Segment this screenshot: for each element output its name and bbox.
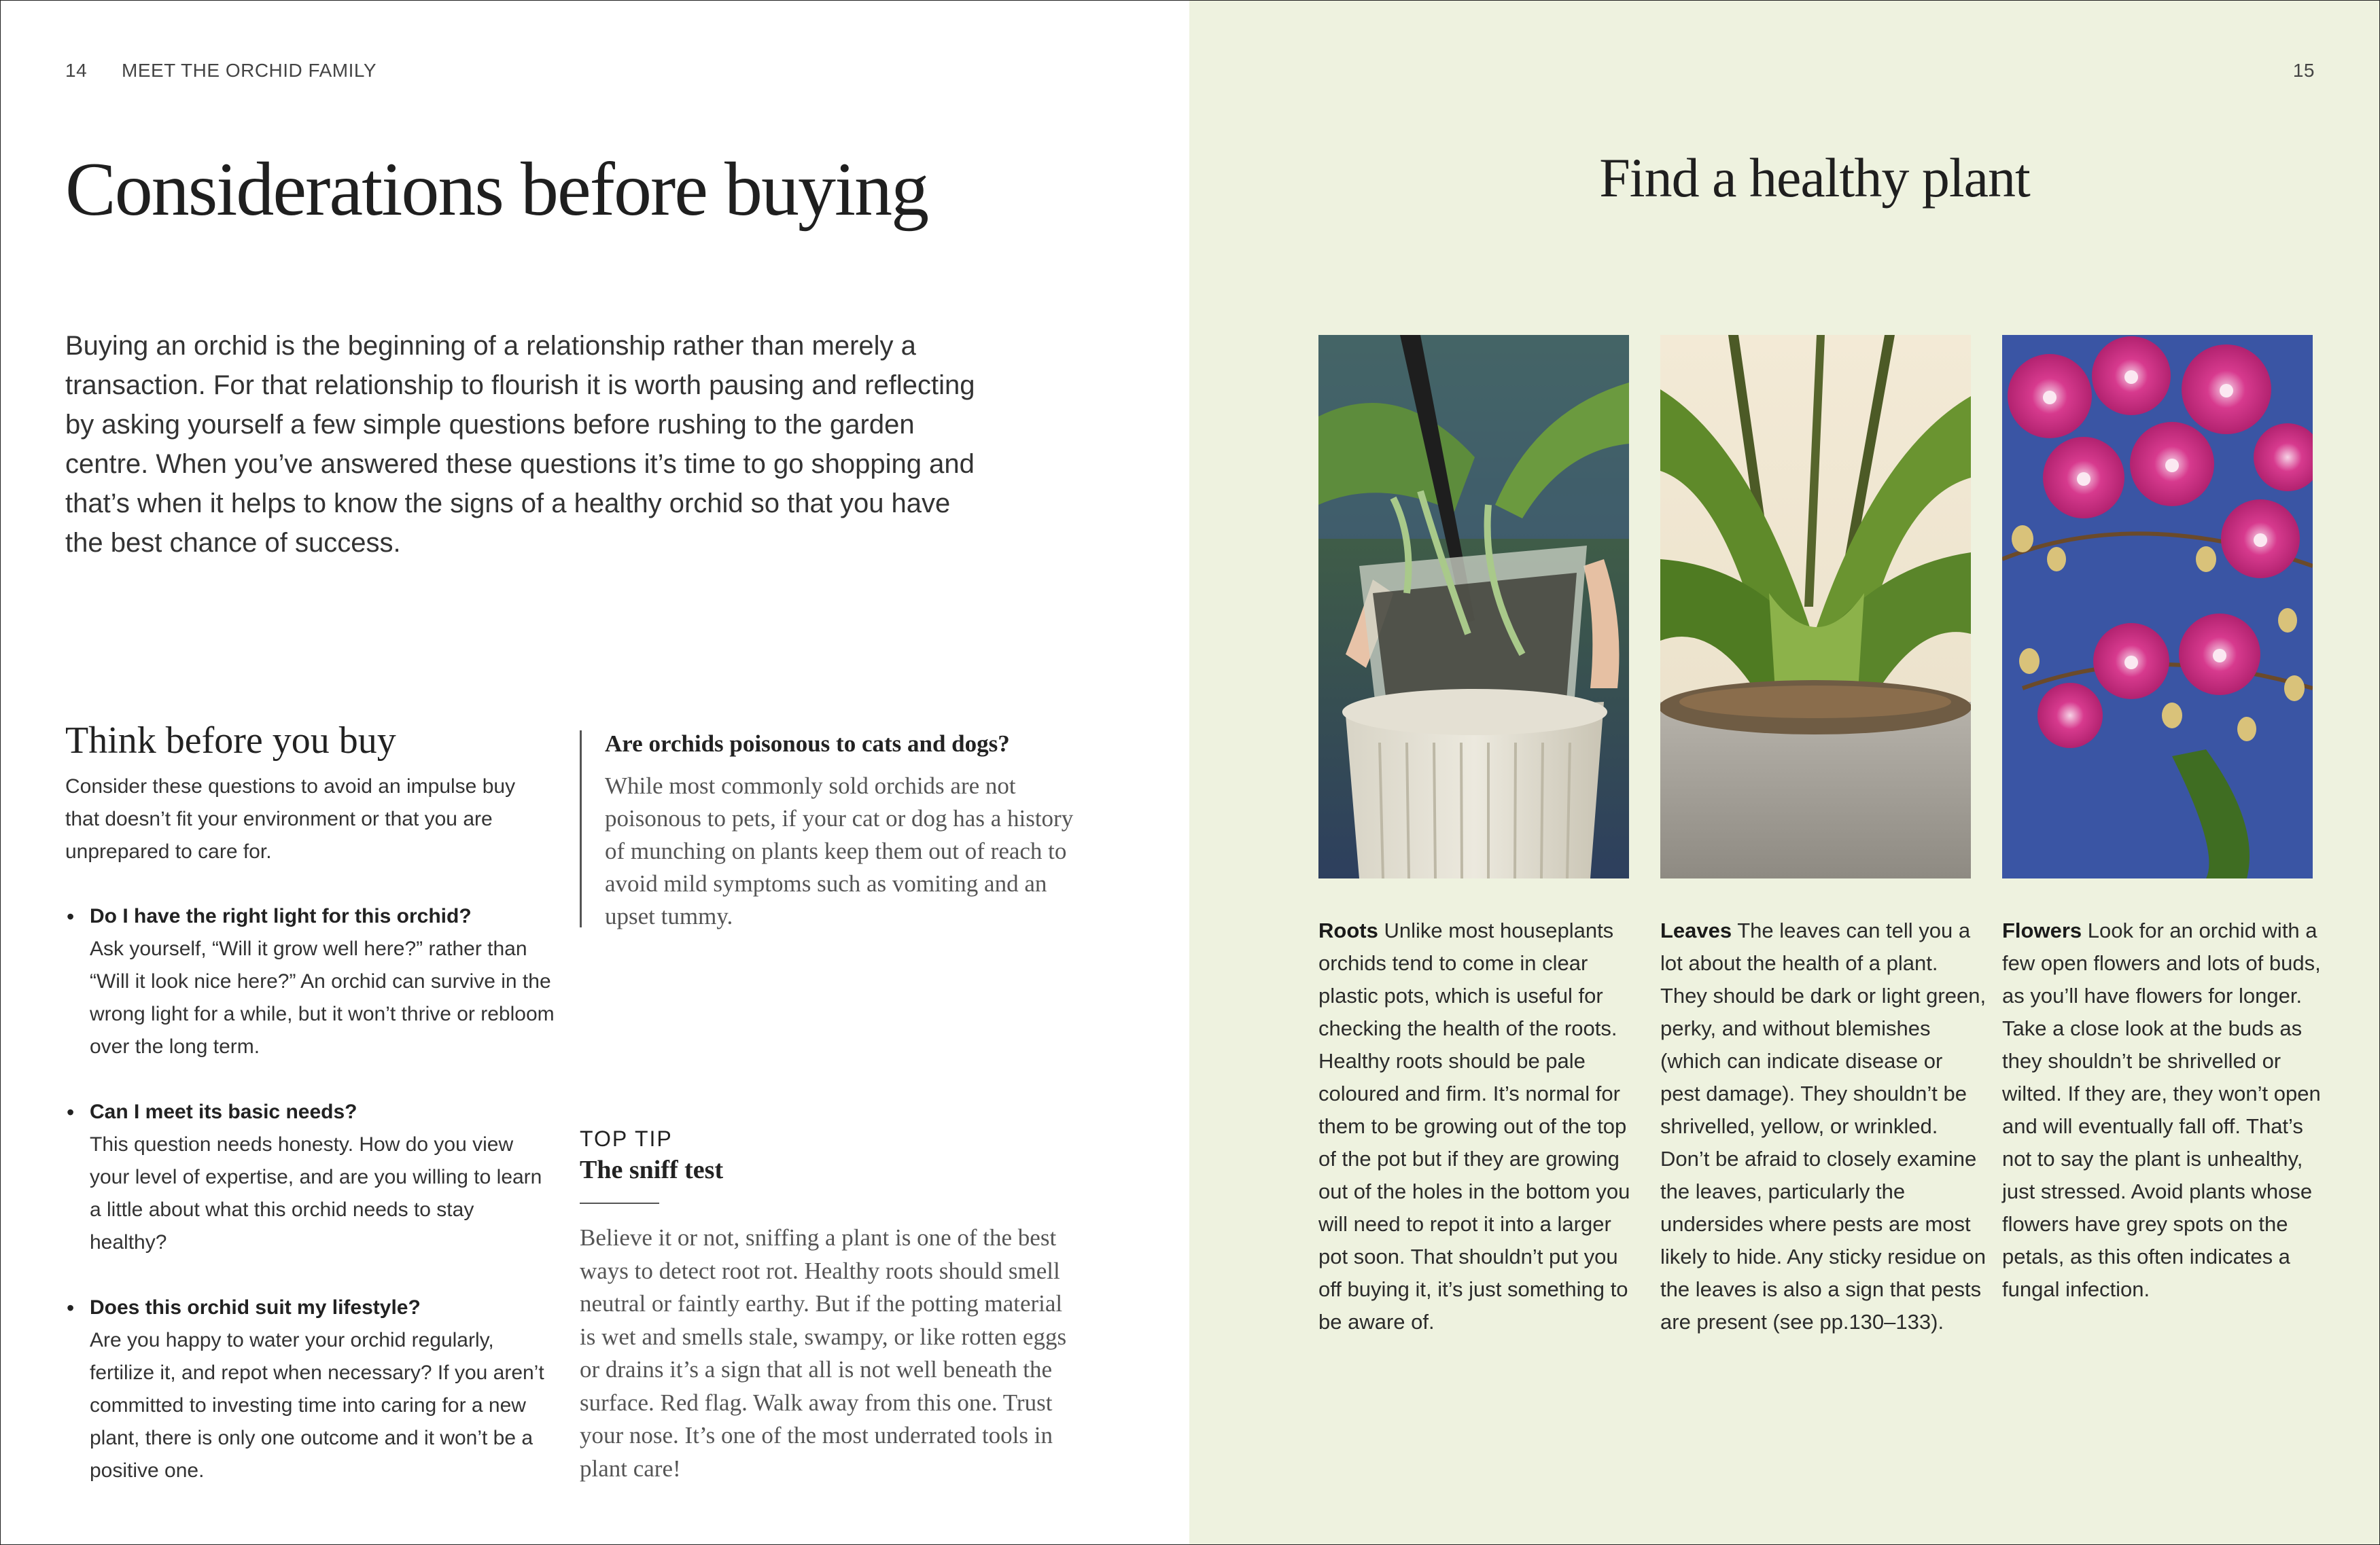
section-heading: Think before you buy: [65, 720, 396, 762]
right-page-title: Find a healthy plant: [1599, 147, 2030, 209]
roots-caption: [1318, 914, 1645, 1338]
top-tip-divider: [580, 1203, 659, 1204]
leaves-caption: [1660, 914, 1987, 1338]
caption-label: Flowers: [2002, 919, 2082, 942]
flowers-illustration: [2002, 335, 2313, 878]
bullet-text: Are you happy to water your orchid regularly, fertilize it, and repot when necessary? If you aren’t committed to investing time into caring for a new plant, there is only one outcome and it won’t be a positive one.: [90, 1329, 544, 1482]
section-subtext: Consider these questions to avoid an impulse buy that doesn’t fit your environment or that you are unprepared to care for.: [65, 775, 516, 863]
caption-label: Roots: [1318, 919, 1378, 942]
page-number-right: 15: [2292, 60, 2315, 81]
question-list: [65, 900, 555, 1487]
roots-illustration: [1318, 335, 1629, 878]
caption-text: The leaves can tell you a lot about the health of a plant. They should be dark or light green, perky, and without blemishes (which can indicate disease or pest damage). They shouldn’t be shrivelled, yellow, or wrinkled. Don’t be afraid to closely examine the leaves, particularly the undersides where pests are most likely to hide. Any sticky residue on the leaves is also a sign that pests are present (see pp.130–133).: [1660, 919, 1987, 1334]
bullet-text: Ask yourself, “Will it grow well here?” rather than “Will it look nice here?” An orchid can survive in the wrong light for a while, but it won’t thrive or rebloom over the long term.: [90, 938, 555, 1058]
caption-text: Unlike most houseplants orchids tend to come in clear plastic pots, which is useful for checking the health of the roots. Healthy roots should be pale coloured and firm. It’s normal for them to be growing out of the top of the pot but if they are growing out of the holes in the bottom you will need to repot it into a larger pot soon. That shouldn’t put you off buying it, it’s just something to be aware of.: [1318, 919, 1630, 1334]
flowers-photo: [2002, 335, 2313, 878]
bullet-title: • Does this orchid suit my lifestyle?: [90, 1296, 421, 1319]
list-item: [65, 1292, 555, 1487]
top-tip-body: Believe it or not, sniffing a plant is one of the best ways to detect root rot. Healthy roots should smell neutral or faintly earthy. But if the potting material is wet and smells stale, swampy, or like rotten eggs or drains it’s a sign that all is not well beneath the surface. Red flag. Walk away from this one. Trust your nose. It’s one of the most underrated tools in plant care!: [580, 1224, 1067, 1482]
leaves-photo: [1660, 335, 1971, 878]
bullet-title: • Can I meet its basic needs?: [90, 1101, 357, 1123]
caption-label: Leaves: [1660, 919, 1732, 942]
sidebar-question: Are orchids poisonous to cats and dogs?: [605, 730, 1010, 757]
page-title: Considerations before buying: [65, 147, 928, 232]
sidebar-answer: While most commonly sold orchids are not poisonous to pets, if your cat or dog has a history of munching on plants keep them out of reach to avoid mild symptoms such as vomiting and an upset tummy.: [605, 772, 1074, 929]
leaves-illustration: [1660, 335, 1971, 878]
top-tip-title: The sniff test: [580, 1156, 724, 1184]
caption-text: Look for an orchid with a few open flowers and lots of buds, as you’ll have flowers for longer. Take a close look at the buds as they shouldn’t be shrivelled or wilted. If they are, they won’t open and will eventually fall off. That’s not to say the plant is unhealthy, just stressed. Avoid plants whose flowers have grey spots on the petals, as this often indicates a fungal infection.: [2002, 919, 2321, 1301]
left-page: [0, 0, 1189, 1545]
page-number-left: 14: [65, 60, 88, 81]
list-item: [65, 1096, 555, 1259]
intro-paragraph: Buying an orchid is the beginning of a relationship rather than merely a transaction. For that relationship to flourish it is worth pausing and reflecting by asking yourself a few simple questions before rushing to the garden centre. When you’ve answered these questions it’s time to go shopping and that’s when it helps to know the signs of a healthy orchid so that you have the best chance of success.: [65, 331, 975, 558]
list-item: [65, 900, 555, 1063]
roots-photo: [1318, 335, 1629, 878]
top-tip-label: TOP TIP: [580, 1126, 673, 1151]
bullet-title: • Do I have the right light for this orchid?: [90, 905, 472, 927]
flowers-caption: [2002, 914, 2328, 1306]
running-header: MEET THE ORCHID FAMILY: [122, 60, 377, 81]
bullet-text: This question needs honesty. How do you view your level of expertise, and are you willing to learn a little about what this orchid needs to stay healthy?: [90, 1133, 542, 1254]
pet-safety-sidebar: [580, 730, 1094, 927]
